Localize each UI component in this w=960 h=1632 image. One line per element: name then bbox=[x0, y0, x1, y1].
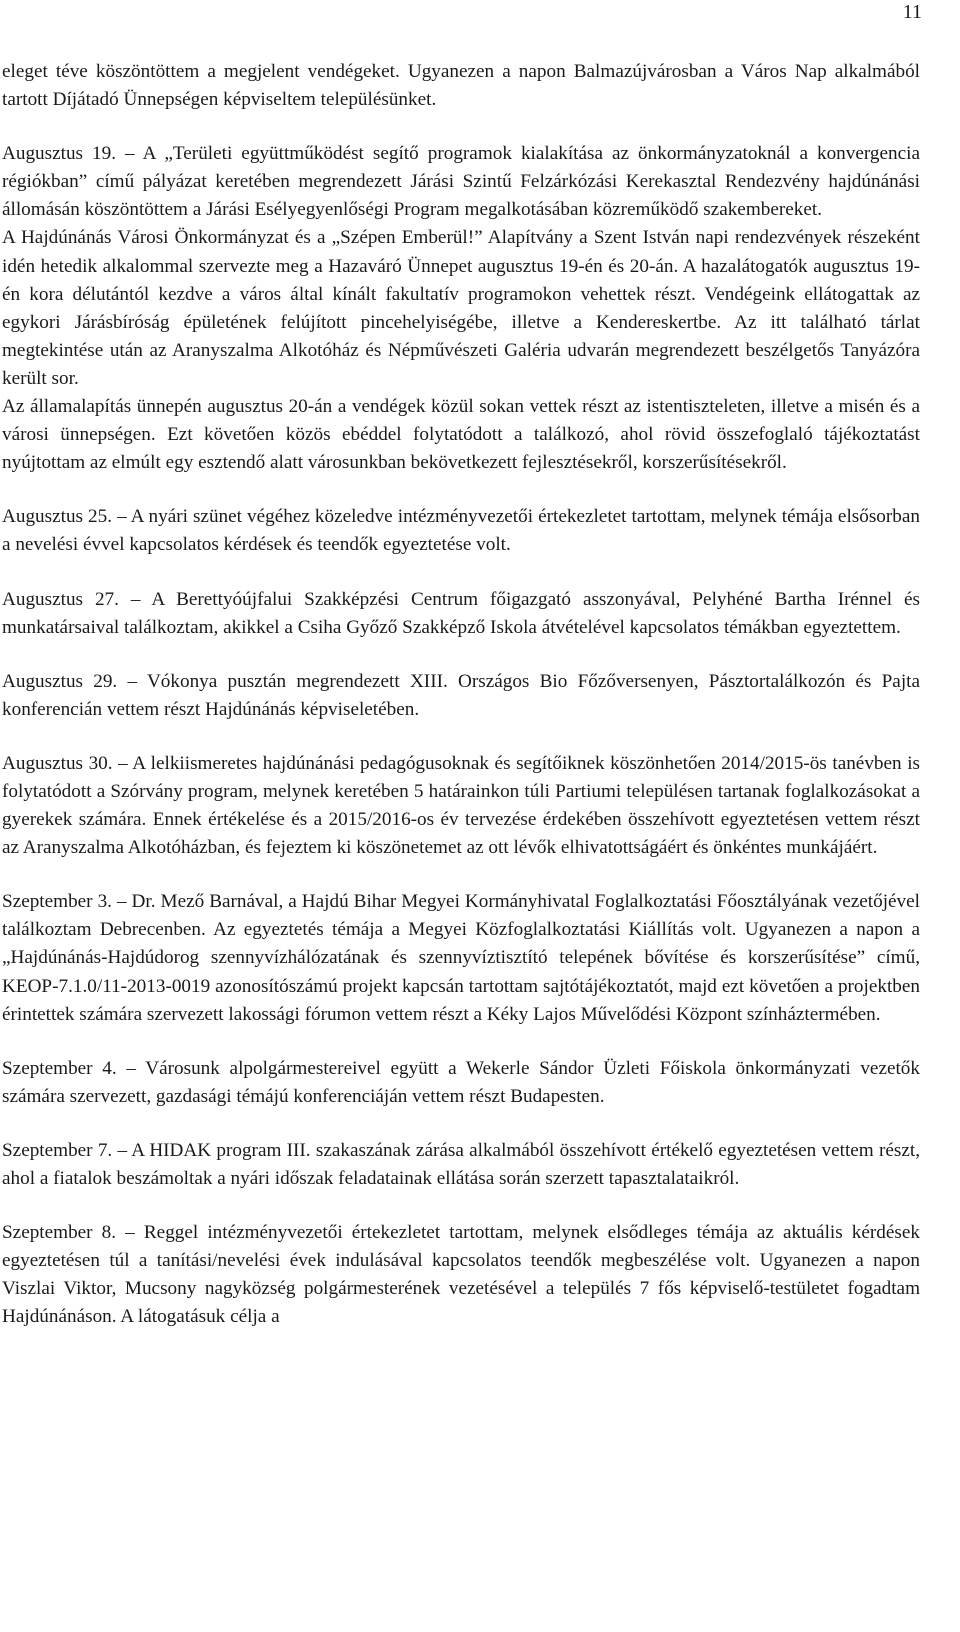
paragraph-spacer bbox=[2, 1111, 920, 1137]
paragraph: Augusztus 27. – A Berettyóújfalui Szakképzési Centrum főigazgató asszonyával, Pelyhéné Bartha Irénnel és munkatársaival találkoztam, akikkel a Csiha Győző Szakképző Iskola átvételével kapcsolatos témákban egyeztettem. bbox=[2, 588, 920, 638]
paragraph: Augusztus 19. – A „Területi együttműködést segítő programok kialakítása az önkormányzatoknál a konvergencia régiókban” című pályázat keretében megrendezett Járási Szintű Felzárkózási Kerekasztal Rendezvény hajdúnánási állomásán köszöntöttem a Járási Esélyegyenlőségi Program megalkotásában közreműködő szakembereket. bbox=[2, 143, 920, 221]
paragraph-spacer bbox=[2, 114, 920, 140]
paragraph-spacer bbox=[2, 1193, 920, 1219]
paragraph: Augusztus 25. – A nyári szünet végéhez közeledve intézményvezetői értekezletet tartottam, melynek témája elsősorban a nevelési évvel kapcsolatos kérdések és teendők egyeztetése volt. bbox=[2, 506, 920, 556]
paragraph-spacer bbox=[2, 724, 920, 750]
paragraph: Az államalapítás ünnepén augusztus 20-án a vendégek közül sokan vettek részt az istentiszteleten, illetve a misén és a városi ünnepségen. Ezt követően közös ebéddel folytatódott a találkozó, ahol rövid összefoglaló tájékoztatást nyújtottam az elmúlt egy esztendő alatt városunkban bekövetkezett fejlesztésekről, korszerűsítésekről. bbox=[2, 396, 920, 474]
paragraph-spacer bbox=[2, 560, 920, 586]
paragraph-spacer bbox=[2, 642, 920, 668]
paragraph: Szeptember 7. – A HIDAK program III. szakaszának zárása alkalmából összehívott értékelő egyeztetésen vettem részt, ahol a fiatalok beszámoltak a nyári időszak feladatainak ellátása során szerzett tapasztalataikról. bbox=[2, 1139, 920, 1189]
paragraph: Augusztus 29. – Vókonya pusztán megrendezett XIII. Országos Bio Főzőversenyen, Pásztortalálkozón és Pajta konferencián vettem részt Hajdúnánás képviseletében. bbox=[2, 670, 920, 720]
paragraph: eleget téve köszöntöttem a megjelent vendégeket. Ugyanezen a napon Balmazújvárosban a Város Nap alkalmából tartott Díjátadó Ünnepségen képviseltem településünket. bbox=[2, 61, 920, 111]
paragraph-spacer bbox=[2, 477, 920, 503]
paragraph: Szeptember 8. – Reggel intézményvezetői értekezletet tartottam, melynek elsődleges témája az aktuális kérdések egyeztetésen túl a tanítási/nevelési évek indulásával kapcsolatos teendők megbeszélése volt. Ugyanezen a napon Viszlai Viktor, Mucsony nagyközség polgármesterének vezetésével a település 7 fős képviselő-testületet fogadtam Hajdúnánáson. A látogatásuk célja a bbox=[2, 1222, 920, 1328]
paragraph-spacer bbox=[2, 862, 920, 888]
paragraph-spacer bbox=[2, 1029, 920, 1055]
page-number: 11 bbox=[902, 1, 922, 23]
document-body bbox=[2, 58, 920, 1331]
paragraph: Augusztus 30. – A lelkiismeretes hajdúnánási pedagógusoknak és segítőiknek köszönhetően 2014/2015-ös tanévben is folytatódott a Szórvány program, melynek keretében 5 határainkon túli Partiumi településen tartanak foglalkozásokat a gyerekek számára. Ennek értékelése és a 2015/2016-os év tervezése érdekében összehívott egyeztetésen vettem részt az Aranyszalma Alkotóházban, és fejeztem ki köszönetemet az ott lévők elhivatottságáért és önkéntes munkájáért. bbox=[2, 752, 920, 859]
paragraph: Szeptember 3. – Dr. Mező Barnával, a Hajdú Bihar Megyei Kormányhivatal Foglalkoztatási Főosztályának vezetőjével találkoztam Debrecenben. Az egyeztetés témája a Megyei Közfoglalkoztatási Kiállítás volt. Ugyanezen a napon a „Hajdúnánás-Hajdúdorog szennyvízhálózatának és szennyvíztisztító telepének bővítése és korszerűsítése” című, KEOP-7.1.0/11-2013-0019 azonosítószámú projekt kapcsán tartottam sajtótájékoztatót, majd ezt követően a projektben érintettek számára szervezett lakossági fórumon vettem részt a Kéky Lajos Művelődési Központ színháztermében. bbox=[2, 891, 920, 1025]
paragraph: A Hajdúnánás Városi Önkormányzat és a „Szépen Emberül!” Alapítvány a Szent István napi rendezvények részeként idén hetedik alkalommal szervezte meg a Hazaváró Ünnepet augusztus 19-én és 20-án. A hazalátogatók augusztus 19-én kora délutántól kezdve a város által kínált fakultatív programokon vehettek részt. Vendégeink ellátogattak az egykori Járásbíróság épületének felújított pincehelyiségébe, illetve a Kendereskertbe. Az itt található tárlat megtekintése után az Aranyszalma Alkotóház és Népművészeti Galéria udvarán megrendezett beszélgetős Tanyázóra került sor. bbox=[2, 227, 920, 389]
paragraph: Szeptember 4. – Városunk alpolgármestereivel együtt a Wekerle Sándor Üzleti Főiskola önkormányzati vezetők számára szervezett, gazdasági témájú konferenciáján vettem részt Budapesten. bbox=[2, 1057, 920, 1107]
